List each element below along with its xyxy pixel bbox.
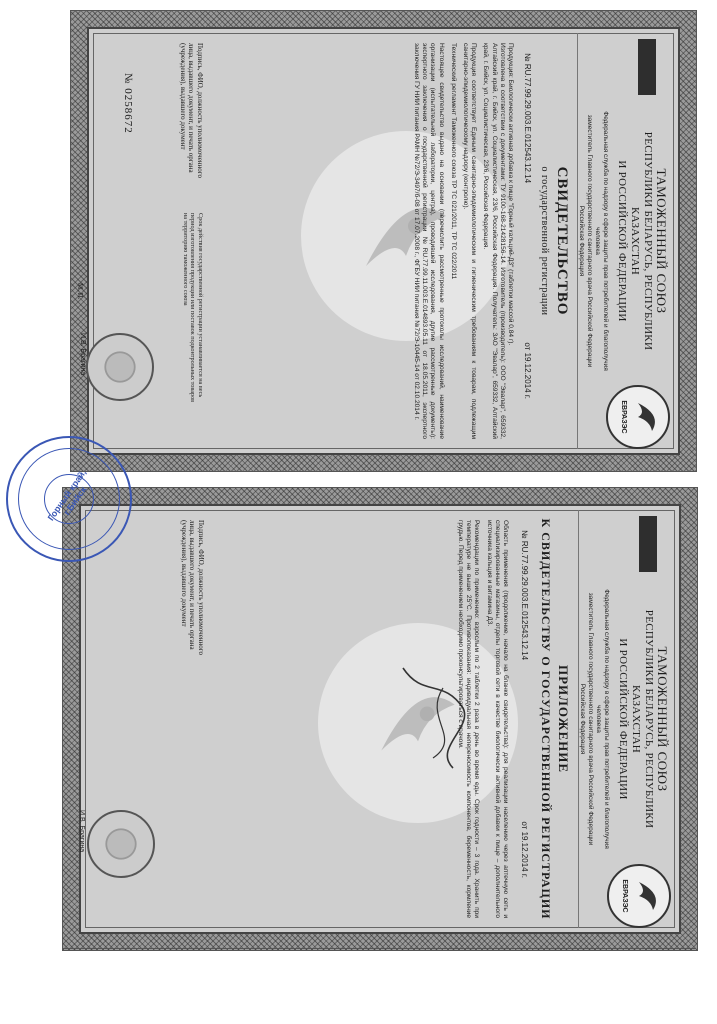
scope-text: Область применения (продолжение, начало на бланке свидетельства): для реализации населению через аптечную сеть и специализированные магазины, отделы торговой сети в качестве биологически активной добавки к пище – дополнительного источника кальция и витамина Д3.	[485, 520, 509, 918]
header	[578, 580, 669, 858]
certificate-title: СВИДЕТЕЛЬСТВО	[554, 166, 570, 316]
signature-note: Подпись, ФИО, должность уполномоченного лица, выдавшего документ, и печать органа (учреждения), выдавшего документ	[179, 43, 204, 178]
appendix-date: 19.12.2014 г.	[520, 831, 529, 878]
company-seal	[6, 436, 132, 562]
signer-name: И.В. Брагина	[79, 333, 86, 376]
agency-line-2: заместитель Главного государственного санитарного врача Российской Федерации	[587, 592, 594, 846]
certificate-subtitle: о государственной регистрации	[539, 166, 550, 316]
certificate-rotated	[71, 11, 696, 471]
number-label: №	[520, 530, 529, 539]
divider	[577, 33, 578, 449]
date-label: от	[520, 821, 529, 830]
certificate-body	[412, 43, 514, 439]
official-stamp	[87, 810, 155, 878]
logo-text: ЕВРАЗЭС	[620, 400, 628, 434]
signature-note: Подпись, ФИО, должность уполномоченного лица, выдавшего документ, и печать органа (учреждения), выдавшего документ	[180, 520, 205, 655]
eagle-icon	[635, 880, 661, 912]
republics-line: РЕСПУБЛИКИ БЕЛАРУСЬ, РЕСПУБЛИКИ КАЗАХСТАН	[629, 131, 654, 351]
country-line: Российская Федерация	[579, 683, 586, 755]
agency-line: Федеральная служба по надзору в сфере защиты прав потребителей и благополучия человека	[594, 111, 609, 371]
appendix-rotated	[63, 488, 697, 950]
republics-line-2: И РОССИЙСКОЙ ФЕДЕРАЦИИ	[616, 160, 628, 322]
divider	[578, 510, 579, 928]
redacted-block	[638, 39, 656, 95]
appendix-sheet	[62, 487, 698, 951]
redacted-block	[639, 516, 657, 572]
agency-line: Федеральная служба по надзору в сфере защиты прав потребителей и благополучия человека	[595, 589, 610, 849]
signer-name: И.В. Брагина	[78, 810, 85, 853]
union-title: ТАМОЖЕННЫЙ СОЮЗ	[655, 646, 670, 792]
eurasec-logo	[606, 385, 670, 449]
product-line: Продукция: Биологически активная добавка к пище "Горный кальций-Д3" (таблетки массой 0,84 г).	[507, 43, 514, 346]
recommendations-text: Рекомендации по применению: взрослым по 2 таблетки 2 раза в день во время еды. Срок годности – 3 года. Хранить при температуре не выше 25°С. Противопоказания: индивидуальная непереносимость компонентов, беременность, кормление грудью. Перед применением необходимо проконсультироваться с врачом.	[456, 520, 481, 918]
mp-mark: М. П.	[76, 283, 84, 300]
regulation-text: Технический регламент Таможенного союза ТР ТС 021/2011, ТР ТС 022/2011	[449, 43, 457, 280]
header	[577, 103, 668, 379]
compliance-text: Продукция соответствует Единым санитарно-эпидемиологическим и гигиеническим требованиям к товарам, подлежащим санитарно-эпидемиологическому надзору (контролю).	[461, 43, 478, 439]
republics-line: РЕСПУБЛИКИ БЕЛАРУСЬ, РЕСПУБЛИКИ КАЗАХСТАН	[630, 609, 655, 829]
logo-text: ЕВРАЗЭС	[621, 879, 629, 913]
republics-line-2: И РОССИЙСКОЙ ФЕДЕРАЦИИ	[617, 638, 629, 800]
scope-text: Настоящее свидетельство выдано на основании (перечислить рассмотренные протоколы исследований, наименование организации (испытательной лаборатории, центра), проводившей исследования, другие рассмотренные документы): экспертного заключения о государственной регистрации №RU.77.99.11.003.Е.014893.05.11 от 18.05.2011, экспертного заключения ГУ НИИ питания РАМН №72/Э-3497/б-08 от 17.07.2008 г., ФГБУ НИИ питания №72/Э-10445-14 от 02.10.2014 г.	[412, 43, 445, 439]
appendix-number: RU.77.99.29.003.Е.012543.12.14	[520, 540, 529, 661]
seal-text: Горный край, г.Бийск	[45, 467, 89, 523]
certificate-number: RU.77.99.29.003.Е.012543.12.14	[523, 63, 532, 184]
agency-line-2: заместитель Главного государственного санитарного врача Российской Федерации	[586, 114, 593, 368]
number-label: №	[523, 53, 532, 62]
appendix-title-2: К СВИДЕТЕЛЬСТВУ О ГОСУДАРСТВЕННОЙ РЕГИСТРАЦИИ	[539, 518, 553, 920]
eurasec-logo	[607, 864, 671, 928]
certificate-date: 19.12.2014 г.	[523, 352, 532, 399]
certificate-sheet	[70, 10, 697, 472]
page-edge	[62, 948, 696, 949]
official-stamp	[86, 333, 154, 401]
union-title: ТАМОЖЕННЫЙ СОЮЗ	[654, 168, 669, 314]
manufacturer-text: Изготовлена в соответствии с документами: ТУ 9100-168-21428156-14. Изготовитель (производитель): ООО "Эвалар", 659332, Алтайский край, г. Бийск, ул. Социалистическая, 23/6, Российская Федерация. Получатель: ЗАО "Эвалар", 659332, Алтайский край, г. Бийск, ул. Социалистическая, 23/6, Российская Федерация.	[482, 43, 506, 439]
eagle-icon	[634, 401, 660, 433]
serial-number: № 0258672	[122, 73, 134, 134]
validity-text: Срок действия государственной регистрации устанавливается на весь период изготовления продукции или поставок подконтрольных товаров на территорию таможенного союза	[182, 213, 204, 403]
country-line: Российская Федерация	[578, 205, 585, 277]
appendix-body	[456, 520, 509, 918]
appendix-title: ПРИЛОЖЕНИЕ	[556, 664, 571, 774]
date-label: от	[523, 342, 532, 351]
